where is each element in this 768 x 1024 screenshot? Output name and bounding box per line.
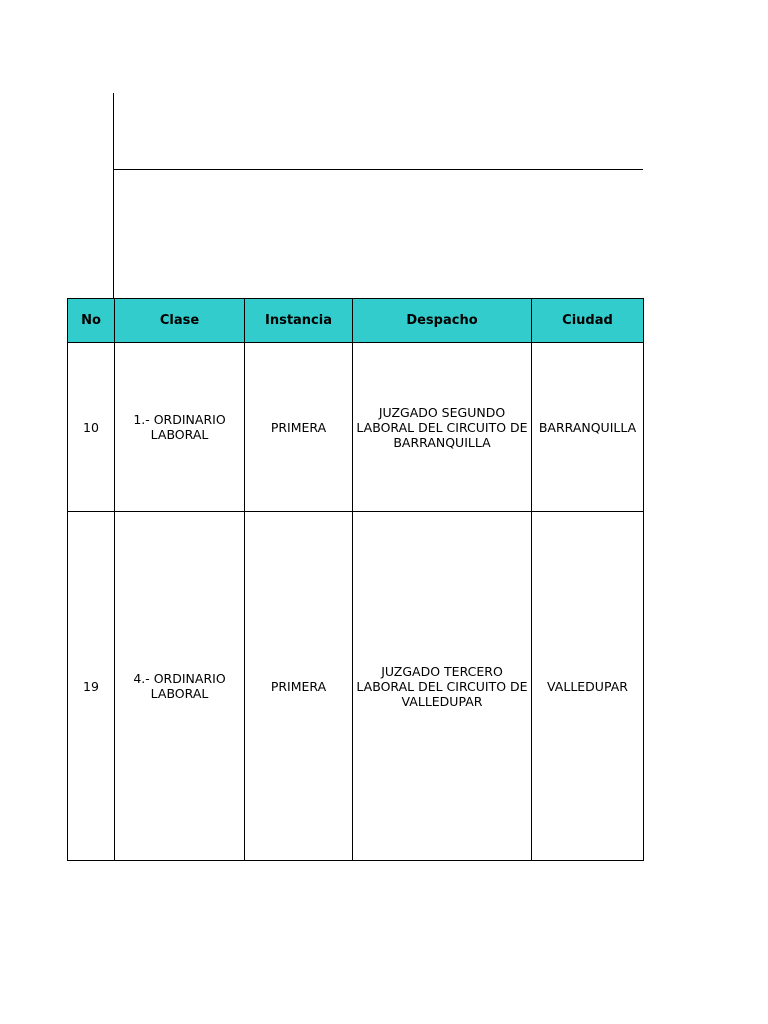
header-instancia: Instancia (245, 299, 353, 343)
cell-clase: 1.- ORDINARIO LABORAL (115, 343, 245, 512)
cell-despacho: JUZGADO SEGUNDO LABORAL DEL CIRCUITO DE BARRANQUILLA (353, 343, 532, 512)
cell-instancia: PRIMERA (245, 343, 353, 512)
cell-instancia: PRIMERA (245, 512, 353, 861)
table-row (68, 512, 644, 861)
cell-no: 10 (68, 343, 115, 512)
header-clase: Clase (115, 299, 245, 343)
horizontal-rule (114, 169, 643, 170)
header-no: No (68, 299, 115, 343)
records-table (67, 298, 644, 861)
cell-ciudad: BARRANQUILLA (532, 343, 644, 512)
cell-ciudad: VALLEDUPAR (532, 512, 644, 861)
cell-no: 19 (68, 512, 115, 861)
header-despacho: Despacho (353, 299, 532, 343)
vertical-rule (113, 93, 114, 299)
table-row (68, 343, 644, 512)
header-row (68, 299, 644, 343)
header-ciudad: Ciudad (532, 299, 644, 343)
cell-clase: 4.- ORDINARIO LABORAL (115, 512, 245, 861)
cell-despacho: JUZGADO TERCERO LABORAL DEL CIRCUITO DE VALLEDUPAR (353, 512, 532, 861)
